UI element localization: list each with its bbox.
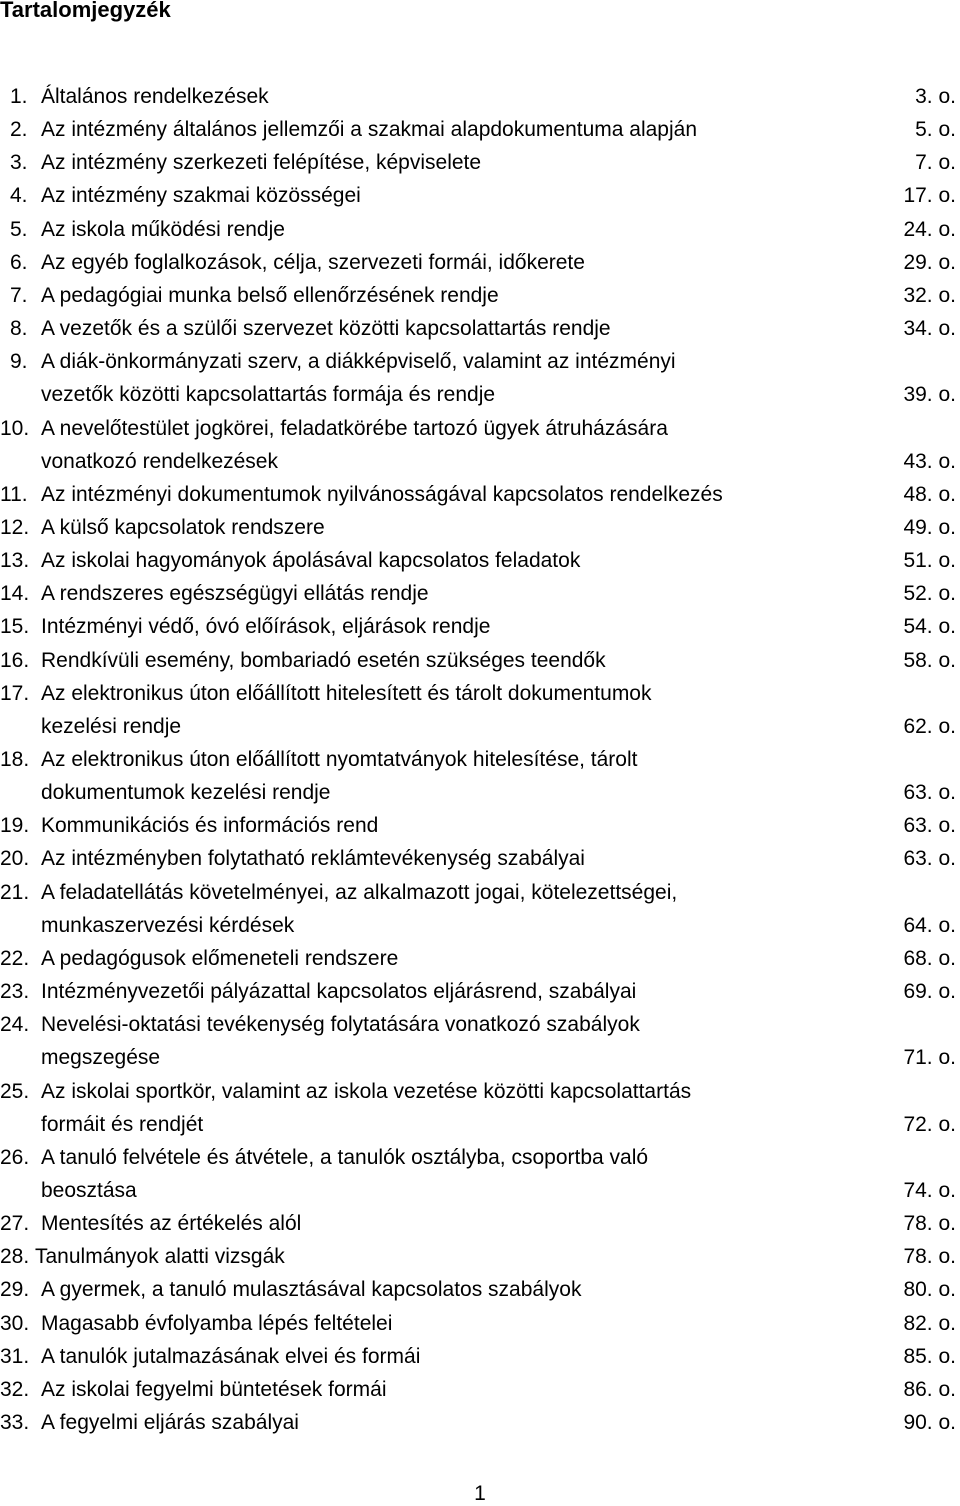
toc-entry-title: Nevelési-oktatási tevékenység folytatására vonatkozó szabályok xyxy=(41,1013,640,1037)
toc-entry-line xyxy=(0,312,960,345)
toc-entry-line xyxy=(0,577,960,610)
toc-entry-title: vezetők közötti kapcsolattartás formája és rendje xyxy=(41,383,496,407)
toc-entry-number: 8. xyxy=(10,317,28,341)
toc-entry-title: Kommunikációs és információs rend xyxy=(41,814,379,838)
toc-entry-title: Általános rendelkezések xyxy=(41,85,269,108)
toc-entry-number: 24. xyxy=(0,1013,30,1037)
toc-entry-page: 3. o. xyxy=(915,85,956,108)
toc-entry-line xyxy=(0,710,960,743)
toc-entry-page: 29. o. xyxy=(903,250,956,274)
toc-entry-page: 80. o. xyxy=(903,1278,956,1302)
toc-entry-page: 51. o. xyxy=(903,549,956,573)
toc-entry[interactable] xyxy=(0,876,960,942)
toc-entry[interactable] xyxy=(0,1340,960,1373)
toc-entry-title: A nevelőtestület jogkörei, feladatkörébe tartozó ügyek átruházására xyxy=(41,416,668,440)
toc-entry-page: 82. o. xyxy=(903,1311,956,1335)
toc-entry[interactable] xyxy=(0,1373,960,1406)
toc-entry-number: 18. xyxy=(0,748,30,771)
toc-entry[interactable] xyxy=(0,345,960,411)
toc-entry-line xyxy=(0,842,960,875)
toc-entry[interactable] xyxy=(0,975,960,1008)
toc-entry[interactable] xyxy=(0,179,960,212)
toc-entry-line xyxy=(0,909,960,942)
toc-entry-title: Az iskolai fegyelmi büntetések formái xyxy=(41,1377,387,1401)
toc-entry-title: A diák-önkormányzati szerv, a diákképviselő, valamint az intézményi xyxy=(41,350,676,374)
toc-entry-line xyxy=(0,975,960,1008)
toc-entry-line xyxy=(0,1406,960,1439)
toc-entry-title: A fegyelmi eljárás szabályai xyxy=(41,1411,299,1434)
toc-entry-page: 64. o. xyxy=(903,913,956,937)
toc-entry-page: 32. o. xyxy=(903,283,956,307)
toc-entry-page: 17. o. xyxy=(903,184,956,208)
toc-entry-title: A vezetők és a szülői szervezet közötti kapcsolattartás rendje xyxy=(41,317,611,341)
toc-entry-page: 90. o. xyxy=(903,1411,956,1434)
toc-entry-number: 7. xyxy=(10,283,28,307)
toc-entry[interactable] xyxy=(0,80,960,113)
toc-entry-page: 78. o. xyxy=(903,1212,956,1236)
toc-entry-page: 24. o. xyxy=(903,217,956,241)
toc-entry-number: 23. xyxy=(0,980,30,1004)
toc-entry-number: 33. xyxy=(0,1411,30,1434)
toc-entry-number: 28. xyxy=(0,1245,30,1269)
toc-entry-page: 7. o. xyxy=(915,151,956,175)
toc-entry-page: 69. o. xyxy=(903,980,956,1004)
toc-entry-number: 15. xyxy=(0,615,30,639)
toc-entry-number: 10. xyxy=(0,416,30,440)
toc-entry-number: 21. xyxy=(0,880,30,904)
toc-entry-number: 29. xyxy=(0,1278,30,1302)
toc-entry[interactable] xyxy=(0,577,960,610)
toc-entry-page: 5. o. xyxy=(915,118,956,142)
toc-entry-page: 52. o. xyxy=(903,582,956,606)
toc-entry[interactable] xyxy=(0,677,960,743)
toc-entry-page: 62. o. xyxy=(903,714,956,738)
toc-entry-title: Az iskolai hagyományok ápolásával kapcsolatos feladatok xyxy=(41,549,581,573)
toc-entry-number: 26. xyxy=(0,1145,30,1169)
toc-entry-line xyxy=(0,942,960,975)
toc-entry-number: 31. xyxy=(0,1344,30,1368)
toc-entry-title: A pedagógiai munka belső ellenőrzésének rendje xyxy=(41,283,499,307)
toc-entry-page: 54. o. xyxy=(903,615,956,639)
toc-entry-title: Az iskola működési rendje xyxy=(41,217,285,241)
toc-entry-page: 74. o. xyxy=(903,1178,956,1202)
toc-entry[interactable] xyxy=(0,1075,960,1141)
toc-entry-title: Az egyéb foglalkozások, célja, szervezeti formái, időkerete xyxy=(41,250,585,274)
toc-entry-line xyxy=(0,743,960,776)
toc-entry-page: 68. o. xyxy=(903,946,956,970)
toc-entry-line xyxy=(0,1174,960,1207)
toc-entry-page: 71. o. xyxy=(903,1046,956,1070)
toc-entry-title: kezelési rendje xyxy=(41,714,182,738)
toc-entry-title: formáit és rendjét xyxy=(41,1112,204,1136)
toc-entry-number: 27. xyxy=(0,1212,30,1236)
toc-entry-line xyxy=(0,279,960,312)
toc-entry-page: 49. o. xyxy=(903,515,956,539)
toc-entry-line xyxy=(0,179,960,212)
toc-entry-line xyxy=(0,809,960,842)
toc-entry[interactable] xyxy=(0,246,960,279)
toc-entry-line xyxy=(0,511,960,544)
toc-entry[interactable] xyxy=(0,1273,960,1306)
toc-entry-page: 63. o. xyxy=(903,814,956,838)
toc-entry-line xyxy=(0,1273,960,1306)
toc-entry-title: megszegése xyxy=(41,1046,161,1070)
toc-entry-number: 22. xyxy=(0,946,30,970)
toc-entry[interactable] xyxy=(0,1307,960,1340)
toc-entry[interactable] xyxy=(0,279,960,312)
toc-entry-title: Tanulmányok alatti vizsgák xyxy=(35,1245,285,1269)
toc-entry[interactable] xyxy=(0,511,960,544)
toc-entry-line xyxy=(0,1075,960,1108)
toc-entry-page: 48. o. xyxy=(903,482,956,506)
toc-entry[interactable] xyxy=(0,809,960,842)
toc-entry[interactable] xyxy=(0,478,960,511)
toc-entry-line xyxy=(0,1373,960,1406)
toc-entry-number: 11. xyxy=(0,482,28,506)
toc-entry-title: munkaszervezési kérdések xyxy=(41,913,295,937)
toc-entry-number: 9. xyxy=(10,350,28,374)
toc-entry-page: 72. o. xyxy=(903,1112,956,1136)
toc-entry-title: vonatkozó rendelkezések xyxy=(41,449,278,473)
toc-entry-line xyxy=(0,1141,960,1174)
toc-entry-title: Rendkívüli esemény, bombariadó esetén szükséges teendők xyxy=(41,648,606,672)
toc-entry-line xyxy=(0,610,960,643)
toc-entry-number: 14. xyxy=(0,582,30,606)
toc-entry-number: 32. xyxy=(0,1377,30,1401)
toc-entry-title: dokumentumok kezelési rendje xyxy=(41,781,331,804)
toc-entry[interactable] xyxy=(0,942,960,975)
toc-entry-title: Az intézményben folytatható reklámtevékenység szabályai xyxy=(41,847,585,871)
toc-entry-number: 5. xyxy=(10,217,28,241)
toc-entry-line xyxy=(0,1340,960,1373)
toc-entry-line xyxy=(0,1240,960,1273)
toc-entry-line xyxy=(0,1008,960,1041)
toc-entry-page: 58. o. xyxy=(903,648,956,672)
toc-entry-title: A pedagógusok előmeneteli rendszere xyxy=(41,946,399,970)
toc-entry-page: 63. o. xyxy=(903,781,956,804)
toc-entry-line xyxy=(0,776,960,809)
toc-entry[interactable] xyxy=(0,1141,960,1207)
toc-entry-page: 86. o. xyxy=(903,1377,956,1401)
toc-entry-page: 43. o. xyxy=(903,449,956,473)
toc-entry-line xyxy=(0,113,960,146)
toc-entry[interactable] xyxy=(0,213,960,246)
toc-entry[interactable] xyxy=(0,610,960,643)
toc-entry[interactable] xyxy=(0,113,960,146)
toc-entry-line xyxy=(0,677,960,710)
toc-entry-line xyxy=(0,544,960,577)
toc-entry[interactable] xyxy=(0,312,960,345)
toc-entry-line xyxy=(0,378,960,411)
toc-entry-title: Az intézmény általános jellemzői a szakmai alapdokumentuma alapján xyxy=(41,118,698,142)
toc-entry-title: A rendszeres egészségügyi ellátás rendje xyxy=(41,582,429,606)
page-title: Tartalomjegyzék xyxy=(0,0,171,22)
toc-entry-number: 4. xyxy=(10,184,28,208)
toc-entry-page: 34. o. xyxy=(903,317,956,341)
toc-entry-title: Az intézmény szakmai közösségei xyxy=(41,184,361,208)
toc-entry-number: 6. xyxy=(10,250,28,274)
toc-entry-line xyxy=(0,246,960,279)
toc-entry-line xyxy=(0,213,960,246)
toc-entry-title: Az iskolai sportkör, valamint az iskola vezetése közötti kapcsolattartás xyxy=(41,1079,692,1103)
toc-entry-title: A gyermek, a tanuló mulasztásával kapcsolatos szabályok xyxy=(41,1278,582,1302)
toc-entry-number: 20. xyxy=(0,847,30,871)
toc-entry-page: 63. o. xyxy=(903,847,956,871)
toc-entry-number: 3. xyxy=(10,151,28,175)
toc-entry-page: 39. o. xyxy=(903,383,956,407)
toc-entry-line xyxy=(0,345,960,378)
toc-entry-number: 16. xyxy=(0,648,30,672)
toc-entry-title: Az elektronikus úton előállított nyomtatványok hitelesítése, tárolt xyxy=(41,748,638,771)
toc-entry-line xyxy=(0,1041,960,1074)
toc-entry-number: 30. xyxy=(0,1311,30,1335)
toc-entry-number: 2. xyxy=(10,118,28,142)
toc-entry-number: 19. xyxy=(0,814,30,838)
toc-entry[interactable] xyxy=(0,1207,960,1240)
toc-entry-number: 1. xyxy=(10,85,28,108)
toc-entry-title: A tanuló felvétele és átvétele, a tanulók osztályba, csoportba való xyxy=(41,1145,649,1169)
toc-entry-page: 78. o. xyxy=(903,1245,956,1269)
toc-entry-page: 85. o. xyxy=(903,1344,956,1368)
toc-entry-line xyxy=(0,644,960,677)
toc-entry-number: 25. xyxy=(0,1079,30,1103)
toc-entry[interactable] xyxy=(0,743,960,809)
toc-entry[interactable] xyxy=(0,1008,960,1074)
toc-entry-line xyxy=(0,1307,960,1340)
toc-entry-title: Intézményvezetői pályázattal kapcsolatos eljárásrend, szabályai xyxy=(41,980,637,1004)
toc-entry-title: Intézményi védő, óvó előírások, eljárások rendje xyxy=(41,615,491,639)
toc-entry-line xyxy=(0,146,960,179)
toc-entry-line xyxy=(0,876,960,909)
toc-entry-line xyxy=(0,478,960,511)
toc-entry-line xyxy=(0,80,960,113)
page-number: 1 xyxy=(474,1482,486,1505)
toc-entry-title: A tanulók jutalmazásának elvei és formái xyxy=(41,1344,421,1368)
toc-entry[interactable] xyxy=(0,842,960,875)
toc-entry-title: Magasabb évfolyamba lépés feltételei xyxy=(41,1311,393,1335)
toc-entry-number: 13. xyxy=(0,549,30,573)
toc-entry[interactable] xyxy=(0,544,960,577)
toc-entry-title: Az intézményi dokumentumok nyilvánosságával kapcsolatos rendelkezés xyxy=(41,482,723,506)
toc-entry-title: A külső kapcsolatok rendszere xyxy=(41,515,325,539)
toc-entry-number: 12. xyxy=(0,515,30,539)
toc-entry[interactable] xyxy=(0,1406,960,1439)
toc-entry[interactable] xyxy=(0,412,960,478)
toc-entry-line xyxy=(0,1108,960,1141)
toc-entry[interactable] xyxy=(0,1240,960,1273)
toc-entry-title: beosztása xyxy=(41,1178,137,1202)
toc-entry-title: A feladatellátás követelményei, az alkalmazott jogai, kötelezettségei, xyxy=(41,880,678,904)
toc-entry-title: Az elektronikus úton előállított hitelesített és tárolt dokumentumok xyxy=(41,681,652,705)
toc-entry-title: Az intézmény szerkezeti felépítése, képviselete xyxy=(41,151,482,175)
toc-entry-title: Mentesítés az értékelés alól xyxy=(41,1212,302,1236)
toc-entry-line xyxy=(0,1207,960,1240)
toc-entry-line xyxy=(0,412,960,445)
toc-entry-number: 17. xyxy=(0,681,30,705)
toc-entry[interactable] xyxy=(0,644,960,677)
toc-entry[interactable] xyxy=(0,146,960,179)
toc-entry-line xyxy=(0,445,960,478)
